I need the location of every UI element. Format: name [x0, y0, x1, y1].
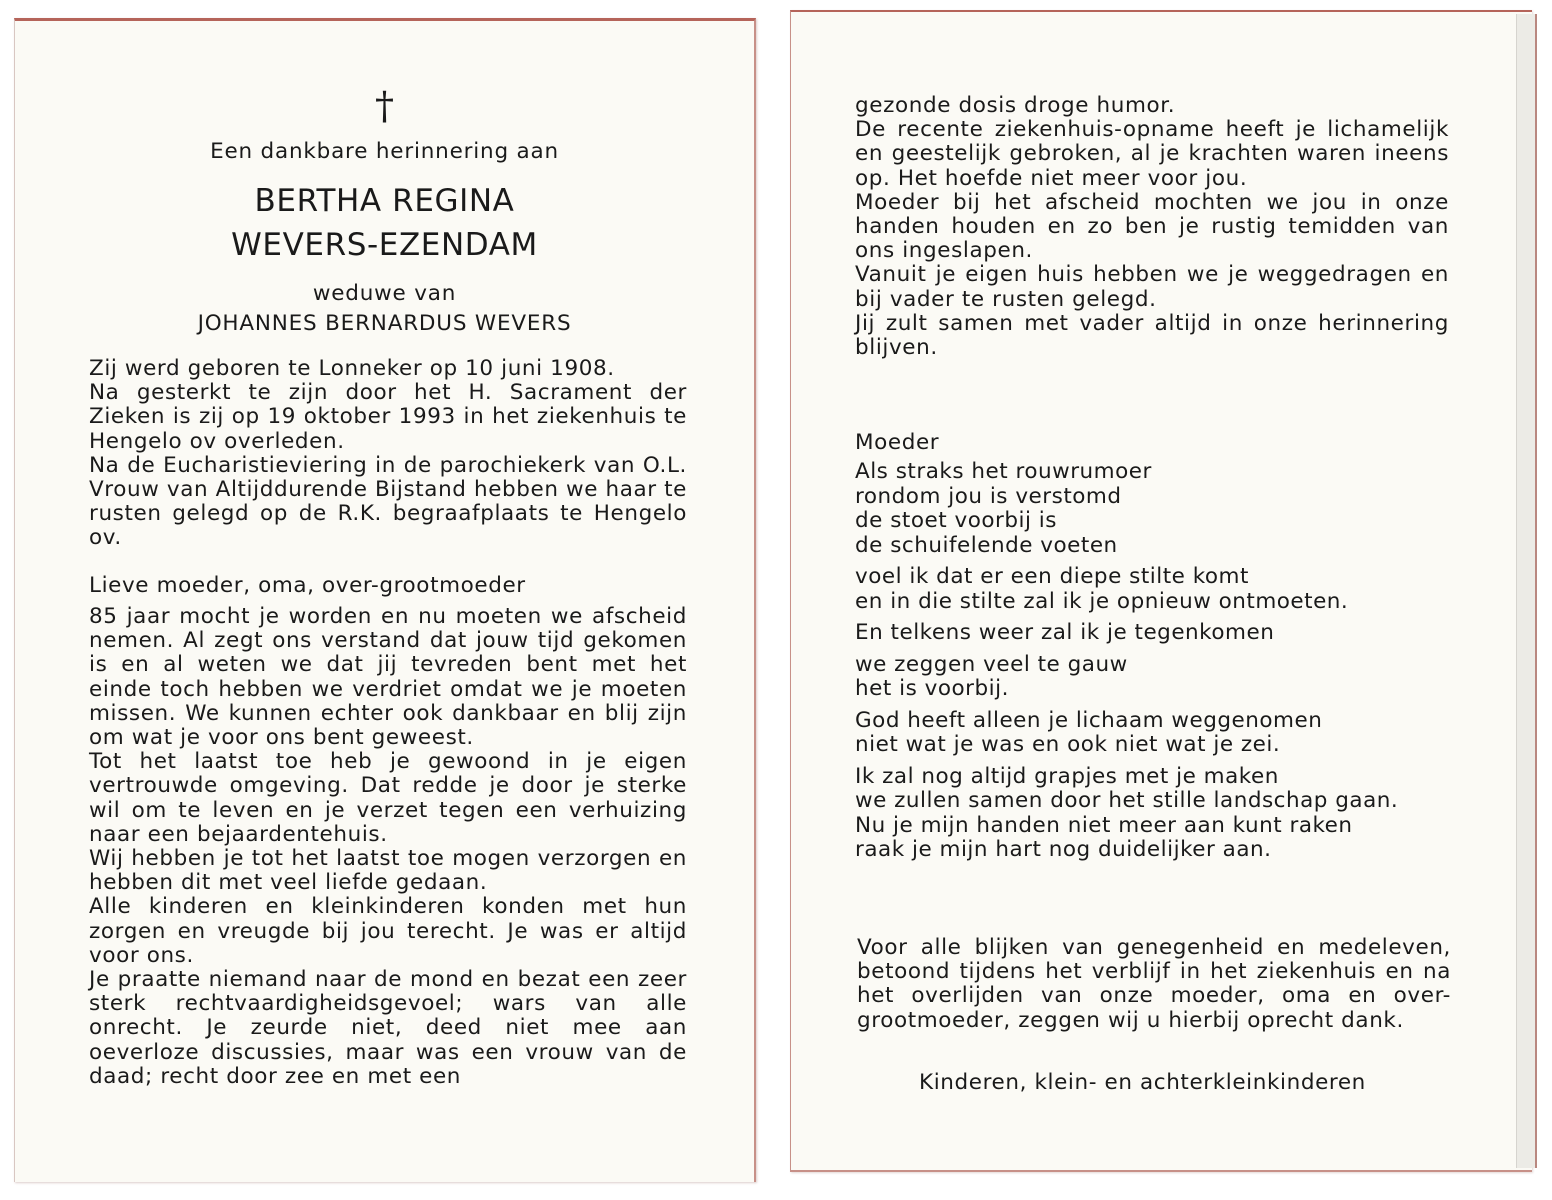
- cross-icon: †: [375, 84, 394, 128]
- poem-title: Moeder: [855, 430, 940, 455]
- poem-line: Nu je mijn handen niet meer aan kunt raken: [855, 812, 1353, 838]
- poem-line: raak je mijn hart nog duidelijker aan.: [855, 837, 1272, 862]
- poem-stanza: [855, 653, 1398, 702]
- letter-paragraph: Moeder bij het afscheid mochten we jou in onze handen houden en zo ben je rustig temidden van ons ingeslapen.: [855, 189, 1449, 264]
- poem-stanza: [855, 460, 1398, 558]
- biography-paragraph: Na de Eucharistieviering in de parochiekerk van O.L. Vrouw van Altijddurende Bijstand hebben we haar te rusten gelegd op de R.K. begraafplaats te Hengelo ov.: [89, 452, 687, 551]
- salutation: Lieve moeder, oma, over-grootmoeder: [89, 573, 526, 598]
- biography-block: [89, 357, 687, 551]
- right-card: [790, 10, 1532, 1172]
- poem-line: En telkens weer zal ik je tegenkomen: [855, 620, 1275, 645]
- letter-paragraph: 85 jaar mocht je worden en nu moeten we afscheid nemen. Al zegt ons verstand dat jouw tijd gekomen is en al weten we dat jij tevreden bent met het einde toch hebben we verdriet omdat we je moeten missen. We kunnen echter ook dankbaar en blij zijn om wat je voor ons bent geweest.: [89, 604, 687, 751]
- poem-line: Ik zal nog altijd grapjes met je maken: [855, 763, 1279, 789]
- letter-block: [89, 605, 687, 1089]
- poem-line: niet wat je was en ook niet wat je zei.: [855, 732, 1281, 757]
- husband-name: JOHANNES BERNARDUS WEVERS: [197, 311, 572, 336]
- card-edge-divider: [1516, 14, 1537, 1168]
- poem-stanza: [855, 765, 1398, 863]
- poem-line: het is voorbij.: [855, 676, 1009, 701]
- poem-line: en in die stilte zal ik je opnieuw ontmoeten.: [855, 588, 1349, 614]
- poem-stanza: [855, 621, 1398, 646]
- letter-paragraph: Vanuit je eigen huis hebben we je weggedragen en bij vader te rusten gelegd.: [855, 262, 1449, 312]
- poem: [855, 460, 1398, 870]
- left-card: [14, 18, 756, 1182]
- poem-line: God heeft alleen je lichaam weggenomen: [855, 707, 1323, 733]
- widow-of-line: weduwe van: [312, 281, 457, 306]
- letter-paragraph: Jij zult samen met vader altijd in onze herinnering blijven.: [855, 310, 1449, 361]
- poem-line: rondom jou is verstomd: [855, 483, 1122, 509]
- deceased-name-line2: WEVERS-EZENDAM: [231, 227, 538, 263]
- letter-paragraph: Wij hebben je tot het laatst toe mogen verzorgen en hebben dit met veel liefde gedaan.: [89, 846, 687, 896]
- thanks-block: [857, 936, 1451, 1033]
- poem-line: de stoet voorbij is: [855, 508, 1057, 533]
- poem-line: de schuifelende voeten: [855, 532, 1118, 558]
- thanks-paragraph: Voor alle blijken van genegenheid en medeleven, betoond tijdens het verblijf in het ziekenhuis en na het overlijden van onze moeder, oma en over-grootmoeder, zeggen wij u hierbij oprecht dank.: [857, 935, 1451, 1033]
- letter-paragraph: De recente ziekenhuis-opname heeft je lichamelijk en geestelijk gebroken, al je krachten waren ineens op. Het hoefde niet meer voor jou.: [855, 117, 1449, 191]
- poem-line: we zullen samen door het stille landschap gaan.: [855, 788, 1399, 813]
- poem-line: we zeggen veel te gauw: [855, 651, 1128, 677]
- biography-paragraph: Na gesterkt te zijn door het H. Sacrament der Zieken is zij op 19 oktober 1993 in het ziekenhuis te Hengelo ov overleden.: [89, 380, 687, 454]
- letter-paragraph: Je praatte niemand naar de mond en bezat een zeer sterk rechtvaardigheidsgevoel; wars van alle onrecht. Je zeurde niet, deed niet mee aan oeverloze discussies, maar was een vrouw van de daad; recht door zee en met een: [89, 967, 687, 1089]
- poem-stanza: [855, 565, 1398, 614]
- intro-line: Een dankbare herinnering aan: [210, 139, 559, 164]
- letter-paragraph: Alle kinderen en kleinkinderen konden met hun zorgen en vreugde bij jou terecht. Je was er altijd voor ons.: [89, 894, 687, 968]
- biography-paragraph: Zij werd geboren te Lonneker op 10 juni 1908.: [89, 356, 615, 381]
- letter-paragraph: gezonde dosis droge humor.: [855, 93, 1176, 118]
- deceased-name-line1: BERTHA REGINA: [254, 183, 515, 219]
- signoff: Kinderen, klein- en achterkleinkinderen: [919, 1070, 1366, 1095]
- poem-stanza: [855, 709, 1398, 758]
- poem-line: voel ik dat er een diepe stilte komt: [855, 564, 1249, 589]
- letter-continuation: [855, 94, 1449, 360]
- poem-line: Als straks het rouwrumoer: [855, 459, 1152, 484]
- letter-paragraph: Tot het laatst toe heb je gewoond in je eigen vertrouwde omgeving. Dat redde je door je sterke wil om te leven en je verzet tegen een verhuizing naar een bejaardentehuis.: [89, 749, 687, 847]
